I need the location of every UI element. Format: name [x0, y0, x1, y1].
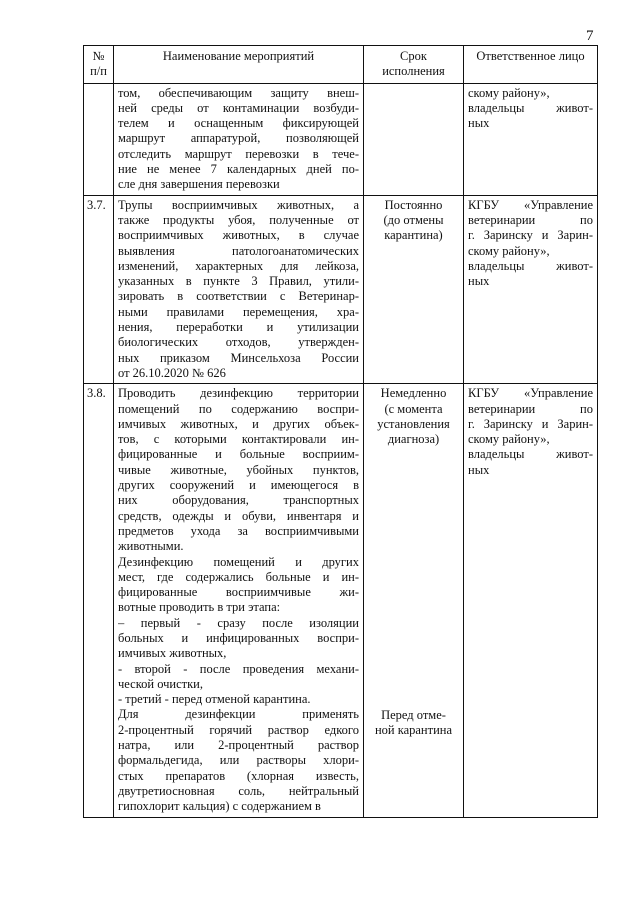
activity-line: Дезинфекцию помещений и других [118, 554, 359, 569]
activity-line: мест, где содержались больные и ин- [118, 569, 359, 584]
activity-line: тов, с которыми контактировали ин- [118, 432, 359, 447]
responsible-line: ветеринарии по [468, 401, 593, 416]
responsible-line: ных [468, 116, 490, 131]
activity-line: стых препаратов (хлорная известь, [118, 768, 359, 783]
header-num: № п/п [84, 46, 114, 84]
activity-line: сле дня завершения перевозки [118, 177, 280, 192]
responsible-line: владельцы живот- [468, 447, 593, 462]
activity-line: телем и оснащенным фиксирующей [118, 116, 359, 131]
activity-line: имчивых животных, и других объек- [118, 416, 359, 431]
activity-line: помещений по содержанию воспри- [118, 401, 359, 416]
row-activity [114, 384, 364, 817]
term-line: (до отмены [383, 212, 444, 227]
responsible-line: владельцы живот- [468, 100, 593, 115]
page-number: 7 [586, 28, 594, 44]
activity-line: ными правилами перемещения, хра- [118, 304, 359, 319]
activity-line: чивые животные, убойных пунктов, [118, 462, 359, 477]
responsible-line: скому району», [468, 85, 550, 100]
activity-line: больных и инфицированных воспри- [118, 630, 359, 645]
responsible-line: скому району», [468, 432, 550, 447]
activity-line: вотные проводить в три этапа: [118, 600, 281, 615]
row-number: 3.8. [84, 384, 114, 817]
term-line: Перед отме- [381, 707, 446, 722]
responsible-line: г. Заринску и Зарин- [468, 416, 593, 431]
term-line: (с момента [384, 401, 443, 416]
activity-line: – первый - сразу после изоляции [118, 615, 359, 630]
activity-line: имчивых животных, [118, 646, 227, 661]
activity-line: ние не менее 7 календарных дней по- [118, 162, 359, 177]
row-number [84, 83, 114, 195]
activity-line: фицированные и больные восприим- [118, 447, 359, 462]
activity-line: указанных в пункте 3 Правил, утили- [118, 274, 359, 289]
activity-line: формальдегида, или растворы хлори- [118, 753, 359, 768]
activity-line: том, обеспечивающим защиту внеш- [118, 85, 359, 100]
row-term [364, 83, 464, 195]
activity-line: изменений, характерных для лейкоза, [118, 258, 359, 273]
activity-line: Для дезинфекции применять [118, 707, 359, 722]
row-term [364, 195, 464, 384]
row-activity [114, 195, 364, 384]
activity-line: животными. [118, 539, 184, 554]
header-term: Срок исполнения [364, 46, 464, 84]
responsible-line: владельцы живот- [468, 258, 593, 273]
row-activity [114, 83, 364, 195]
responsible-line: КГБУ «Управление [468, 386, 593, 401]
activity-line: нения, переработки и утилизации [118, 320, 359, 335]
activity-line: отследить маршрут перевозки в тече- [118, 146, 359, 161]
activity-line: 2-процентный горячий раствор едкого [118, 722, 359, 737]
row-responsible [464, 195, 598, 384]
responsible-line: ветеринарии по [468, 212, 593, 227]
activity-line: ческой очистки, [118, 676, 203, 691]
activity-line: фицированные восприимчивые жи- [118, 585, 359, 600]
term-line: установления [377, 416, 450, 431]
activity-line: двутретиосновная соль, нейтральный [118, 783, 359, 798]
activity-line: - третий - перед отменой карантина. [118, 692, 311, 707]
table-header-row [84, 46, 598, 84]
responsible-line: г. Заринску и Зарин- [468, 228, 593, 243]
activity-line: маршрут аппаратурой, позволяющей [118, 131, 359, 146]
header-responsible: Ответственное лицо [464, 46, 598, 84]
activity-line: гипохлорит кальция) с содержанием в [118, 799, 321, 814]
row-number: 3.7. [84, 195, 114, 384]
activity-line: них оборудования, транспортных [118, 493, 359, 508]
responsible-line: КГБУ «Управление [468, 197, 593, 212]
measures-table [83, 45, 598, 818]
activity-line: биологических отходов, утвержден- [118, 335, 359, 350]
activity-line: выявления патологоанатомических [118, 243, 359, 258]
term-line: Постоянно [384, 197, 443, 212]
activity-line: от 26.10.2020 № 626 [118, 365, 226, 380]
responsible-line: скому району», [468, 243, 550, 258]
table-row [84, 195, 598, 384]
activity-line: Проводить дезинфекцию территории [118, 386, 359, 401]
responsible-line: ных [468, 274, 490, 289]
activity-line: предметов ухода за восприимчивыми [118, 523, 359, 538]
activity-line: Трупы восприимчивых животных, а [118, 197, 359, 212]
term-line: ной карантина [374, 722, 453, 737]
table-row [84, 83, 598, 195]
term-line: карантина) [384, 228, 443, 243]
responsible-line: ных [468, 462, 490, 477]
activity-line: также продукты убоя, полученные от [118, 212, 359, 227]
activity-line: - второй - после проведения механи- [118, 661, 359, 676]
activity-line: других сооружений и имеющегося в [118, 478, 359, 493]
activity-line: зировать в соответствии с Ветеринар- [118, 289, 359, 304]
activity-line: ней среды от контаминации возбуди- [118, 100, 359, 115]
activity-line: ных приказом Минсельхоза России [118, 350, 359, 365]
row-responsible [464, 384, 598, 817]
row-term [364, 384, 464, 817]
activity-line: средств, одежды и обуви, инвентаря и [118, 508, 359, 523]
activity-line: восприимчивых животных, в случае [118, 228, 359, 243]
term-line: Немедленно [380, 386, 447, 401]
row-responsible [464, 83, 598, 195]
header-activity: Наименование мероприятий [114, 46, 364, 84]
activity-line: натра, или 2-процентный раствор [118, 738, 359, 753]
term-line: диагноза) [387, 432, 440, 447]
table-row [84, 384, 598, 817]
